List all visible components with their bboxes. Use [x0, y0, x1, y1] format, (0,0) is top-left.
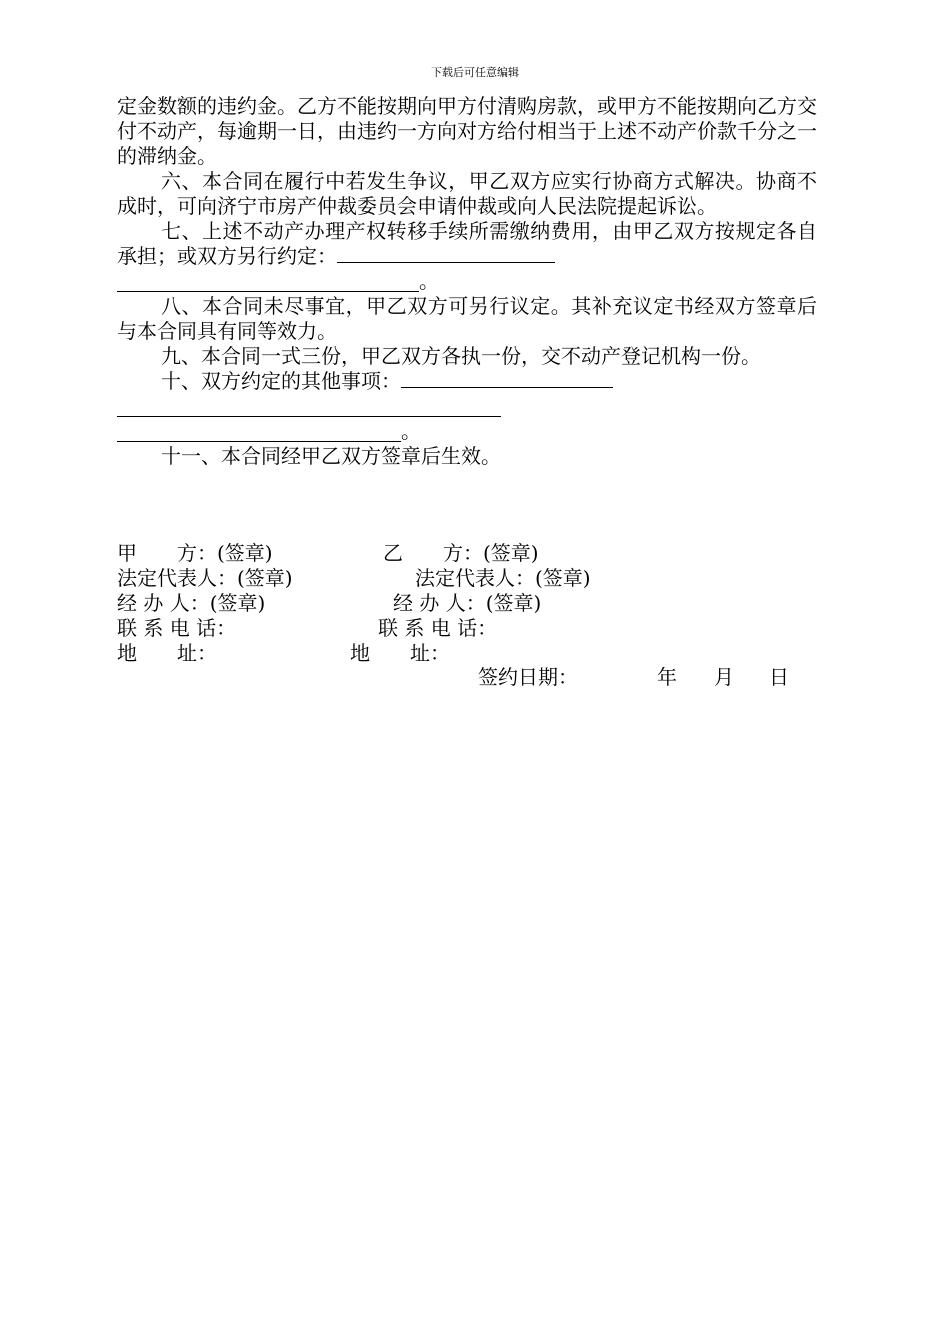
clause-7-continuation — [117, 269, 817, 294]
signing-date-label: 签约日期： — [478, 665, 578, 689]
party-b-label: 乙 方：(签章) — [383, 541, 539, 565]
party-a-address: 地 址： — [117, 641, 217, 665]
party-a-phone: 联 系 电 话： — [117, 616, 237, 640]
party-b-address: 地 址： — [350, 641, 450, 665]
clause-9: 九、本合同一式三份，甲乙双方各执一份，交不动产登记机构一份。 — [161, 344, 761, 368]
clause-7-fill-line — [337, 244, 555, 263]
party-a-representative: 法定代表人：(签章) — [117, 566, 293, 590]
signing-date-month: 月 — [714, 665, 734, 689]
signing-date-day: 日 — [769, 665, 789, 689]
clause-10-line-2 — [117, 394, 817, 419]
clause-7-text: 七、上述不动产办理产权转移手续所需缴纳费用，由甲乙双方按规定各自承担；或双方另行约定： — [117, 219, 817, 268]
clause-10-fill-line — [401, 369, 613, 388]
party-b-representative: 法定代表人：(签章) — [415, 566, 591, 590]
clause-10-text: 十、双方约定的其他事项： — [161, 369, 401, 393]
clause-10-fill-line-3 — [117, 423, 401, 442]
contract-body — [117, 94, 817, 469]
party-a-agent: 经 办 人：(签章) — [117, 591, 266, 615]
clause-10-fill-line-2 — [117, 398, 501, 417]
party-a-label: 甲 方：(签章) — [117, 541, 273, 565]
clause-7 — [117, 219, 817, 269]
clause-10-period: 。 — [401, 419, 421, 443]
clause-7-fill-line-2 — [117, 273, 419, 292]
party-b-agent: 经 办 人：(签章) — [393, 591, 542, 615]
party-b-phone: 联 系 电 话： — [378, 616, 498, 640]
clause-11: 十一、本合同经甲乙双方签章后生效。 — [161, 444, 501, 468]
clause-10-line-3 — [117, 419, 817, 444]
clause-7-period: 。 — [419, 269, 439, 293]
signing-date-year: 年 — [657, 665, 677, 689]
clause-10 — [117, 369, 817, 394]
header-note: 下载后可任意编辑 — [431, 66, 519, 79]
clause-8: 八、本合同未尽事宜，甲乙双方可另行议定。其补充议定书经双方签章后与本合同具有同等效力。 — [117, 294, 817, 343]
clause-6: 六、本合同在履行中若发生争议，甲乙双方应实行协商方式解决。协商不成时，可向济宁市房产仲裁委员会申请仲裁或向人民法院提起诉讼。 — [117, 169, 817, 218]
clause-5-continuation: 定金数额的违约金。乙方不能按期向甲方付清购房款，或甲方不能按期向乙方交付不动产，每逾期一日，由违约一方向对方给付相当于上述不动产价款千分之一的滞纳金。 — [117, 94, 817, 168]
